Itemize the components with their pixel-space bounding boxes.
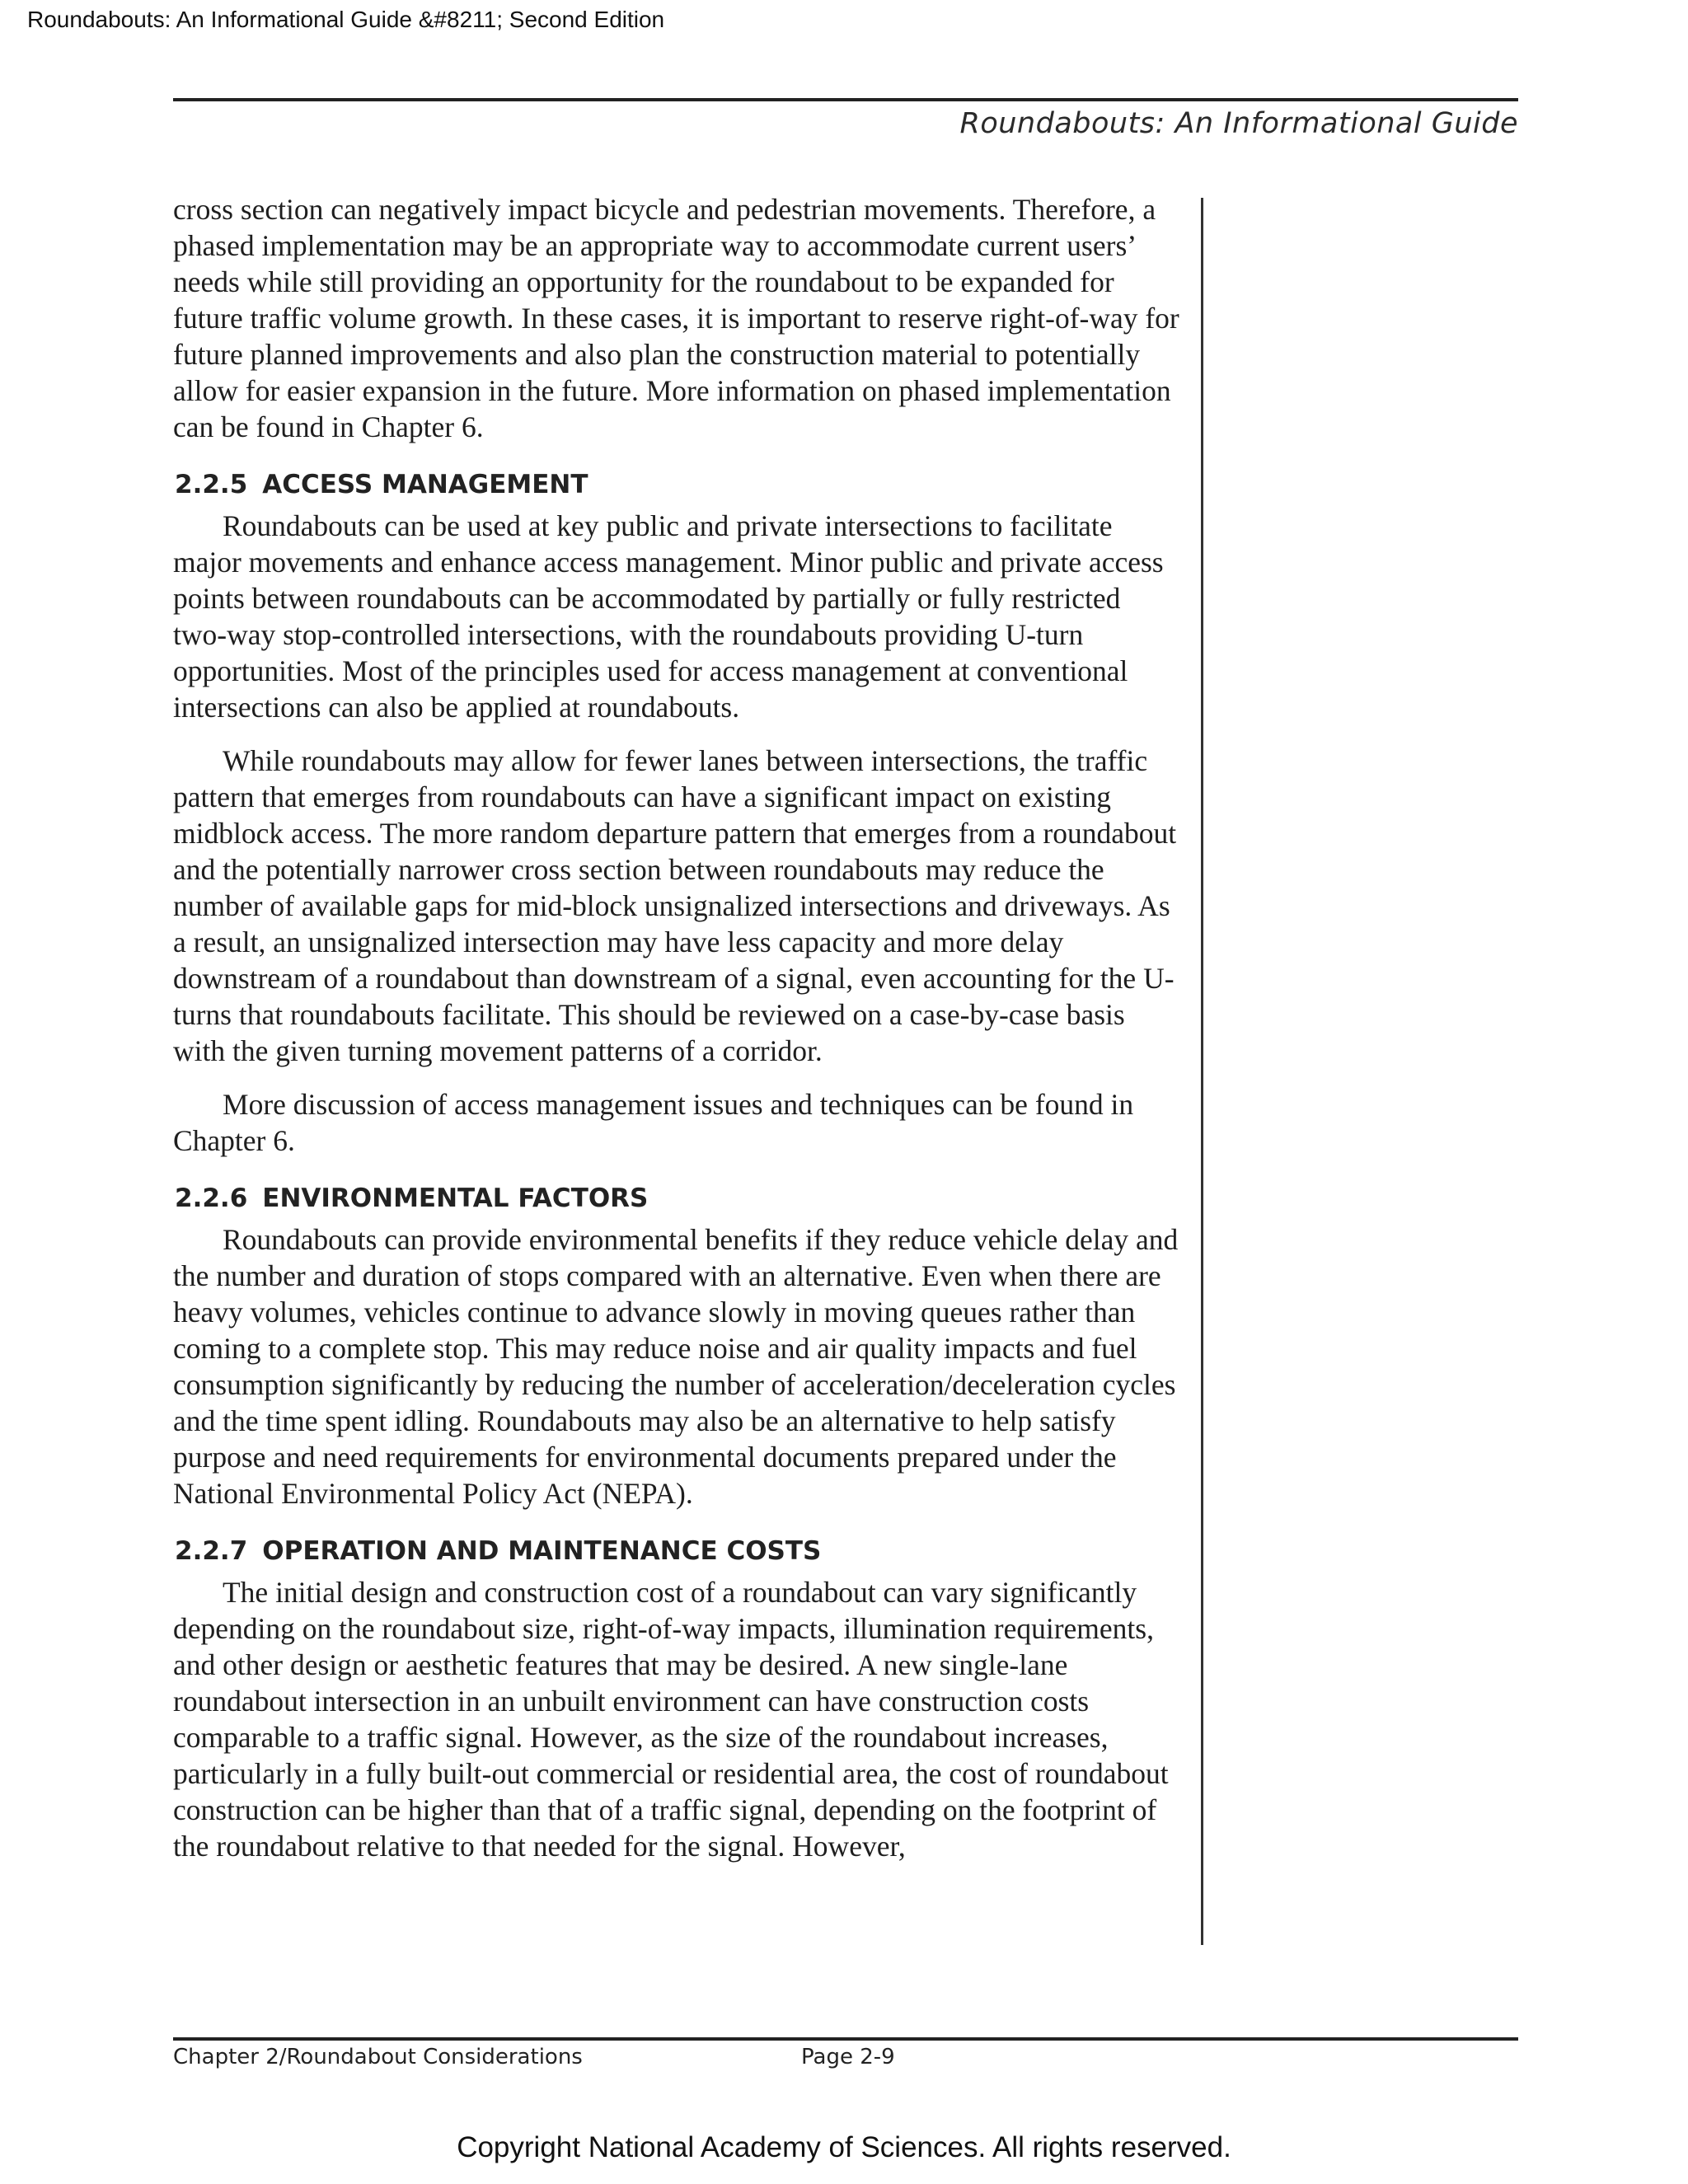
- opening-paragraph: cross section can negatively impact bicycle and pedestrian movements. Therefore, a phased implementation may be an appropriate way to accommodate current users’ needs while still providing an opportunity for the roundabout to be expanded for future traffic volume growth. In these cases, it is important to reserve right-of-way for future planned improvements and also plan the construction material to potentially allow for easier expansion in the future. More information on phased implementation can be found in Chapter 6.: [173, 193, 1179, 443]
- section-number: 2.2.5: [175, 470, 248, 499]
- browser-title: Roundabouts: An Informational Guide &#8211; Second Edition: [27, 7, 665, 32]
- body-paragraph: The initial design and construction cost of a roundabout can vary significantly depending on the roundabout size, right-of-way impacts, illumination requirements, and other design or aesthetic features that may be desired. A new single-lane roundabout intersection in an unbuilt environment can have construction costs comparable to a traffic signal. However, as the size of the roundabout increases, particularly in a fully built-out commercial or residential area, the cost of roundabout construction can be higher than that of a traffic signal, depending on the footprint of the roundabout relative to that needed for the signal. However,: [173, 1576, 1169, 1863]
- section-title: OPERATION AND MAINTENANCE COSTS: [262, 1536, 822, 1566]
- section-number: 2.2.7: [175, 1536, 248, 1566]
- body-column: [173, 191, 1180, 1882]
- running-head: Roundabouts: An Informational Guide: [959, 107, 1518, 140]
- section-heading: [175, 468, 1180, 501]
- body-paragraph: More discussion of access management issues and techniques can be found in Chapter 6.: [173, 1088, 1134, 1157]
- section-2-2-5: [173, 468, 1180, 1159]
- section-2-2-6: [173, 1182, 1180, 1511]
- header-rule: [173, 98, 1518, 101]
- section-title: ACCESS MANAGEMENT: [262, 470, 588, 499]
- footer-chapter: Chapter 2/Roundabout Considerations: [173, 2045, 583, 2069]
- page-number: Page 2-9: [801, 2045, 895, 2069]
- body-paragraph: Roundabouts can be used at key public and private intersections to facilitate major movements and enhance access management. Minor public and private access points between roundabouts can be accommodated by partially or fully restricted two-way stop-controlled intersections, with the roundabouts providing U-turn opportunities. Most of the principles used for access management at conventional intersections can also be applied at roundabouts.: [173, 509, 1164, 724]
- section-number: 2.2.6: [175, 1183, 248, 1213]
- section-2-2-7: [173, 1535, 1180, 1864]
- copyright-notice: Copyright National Academy of Sciences. All rights reserved.: [457, 2131, 1231, 2163]
- body-paragraph: While roundabouts may allow for fewer lanes between intersections, the traffic pattern that emerges from roundabouts can have a significant impact on existing midblock access. The more random departure pattern that emerges from a roundabout and the potentially narrower cross section between roundabouts may reduce the number of available gaps for mid-block unsignalized intersections and driveways. As a result, an unsignalized intersection may have less capacity and more delay downstream of a roundabout than downstream of a signal, even accounting for the U-turns that roundabouts facilitate. This should be reviewed on a case-by-case basis with the given turning movement patterns of a corridor.: [173, 744, 1177, 1067]
- body-paragraph: Roundabouts can provide environmental benefits if they reduce vehicle delay and the number and duration of stops compared with an alternative. Even when there are heavy volumes, vehicles continue to advance slowly in moving queues rather than coming to a complete stop. This may reduce noise and air quality impacts and fuel consumption significantly by reducing the number of acceleration/deceleration cycles and the time spent idling. Roundabouts may also be an alternative to help satisfy purpose and need requirements for environmental documents prepared under the National Environmental Policy Act (NEPA).: [173, 1223, 1179, 1510]
- section-title: ENVIRONMENTAL FACTORS: [262, 1183, 649, 1213]
- change-bar: [1201, 198, 1203, 1945]
- section-heading: [175, 1535, 1180, 1568]
- section-heading: [175, 1182, 1180, 1215]
- footer-rule: [173, 2037, 1518, 2041]
